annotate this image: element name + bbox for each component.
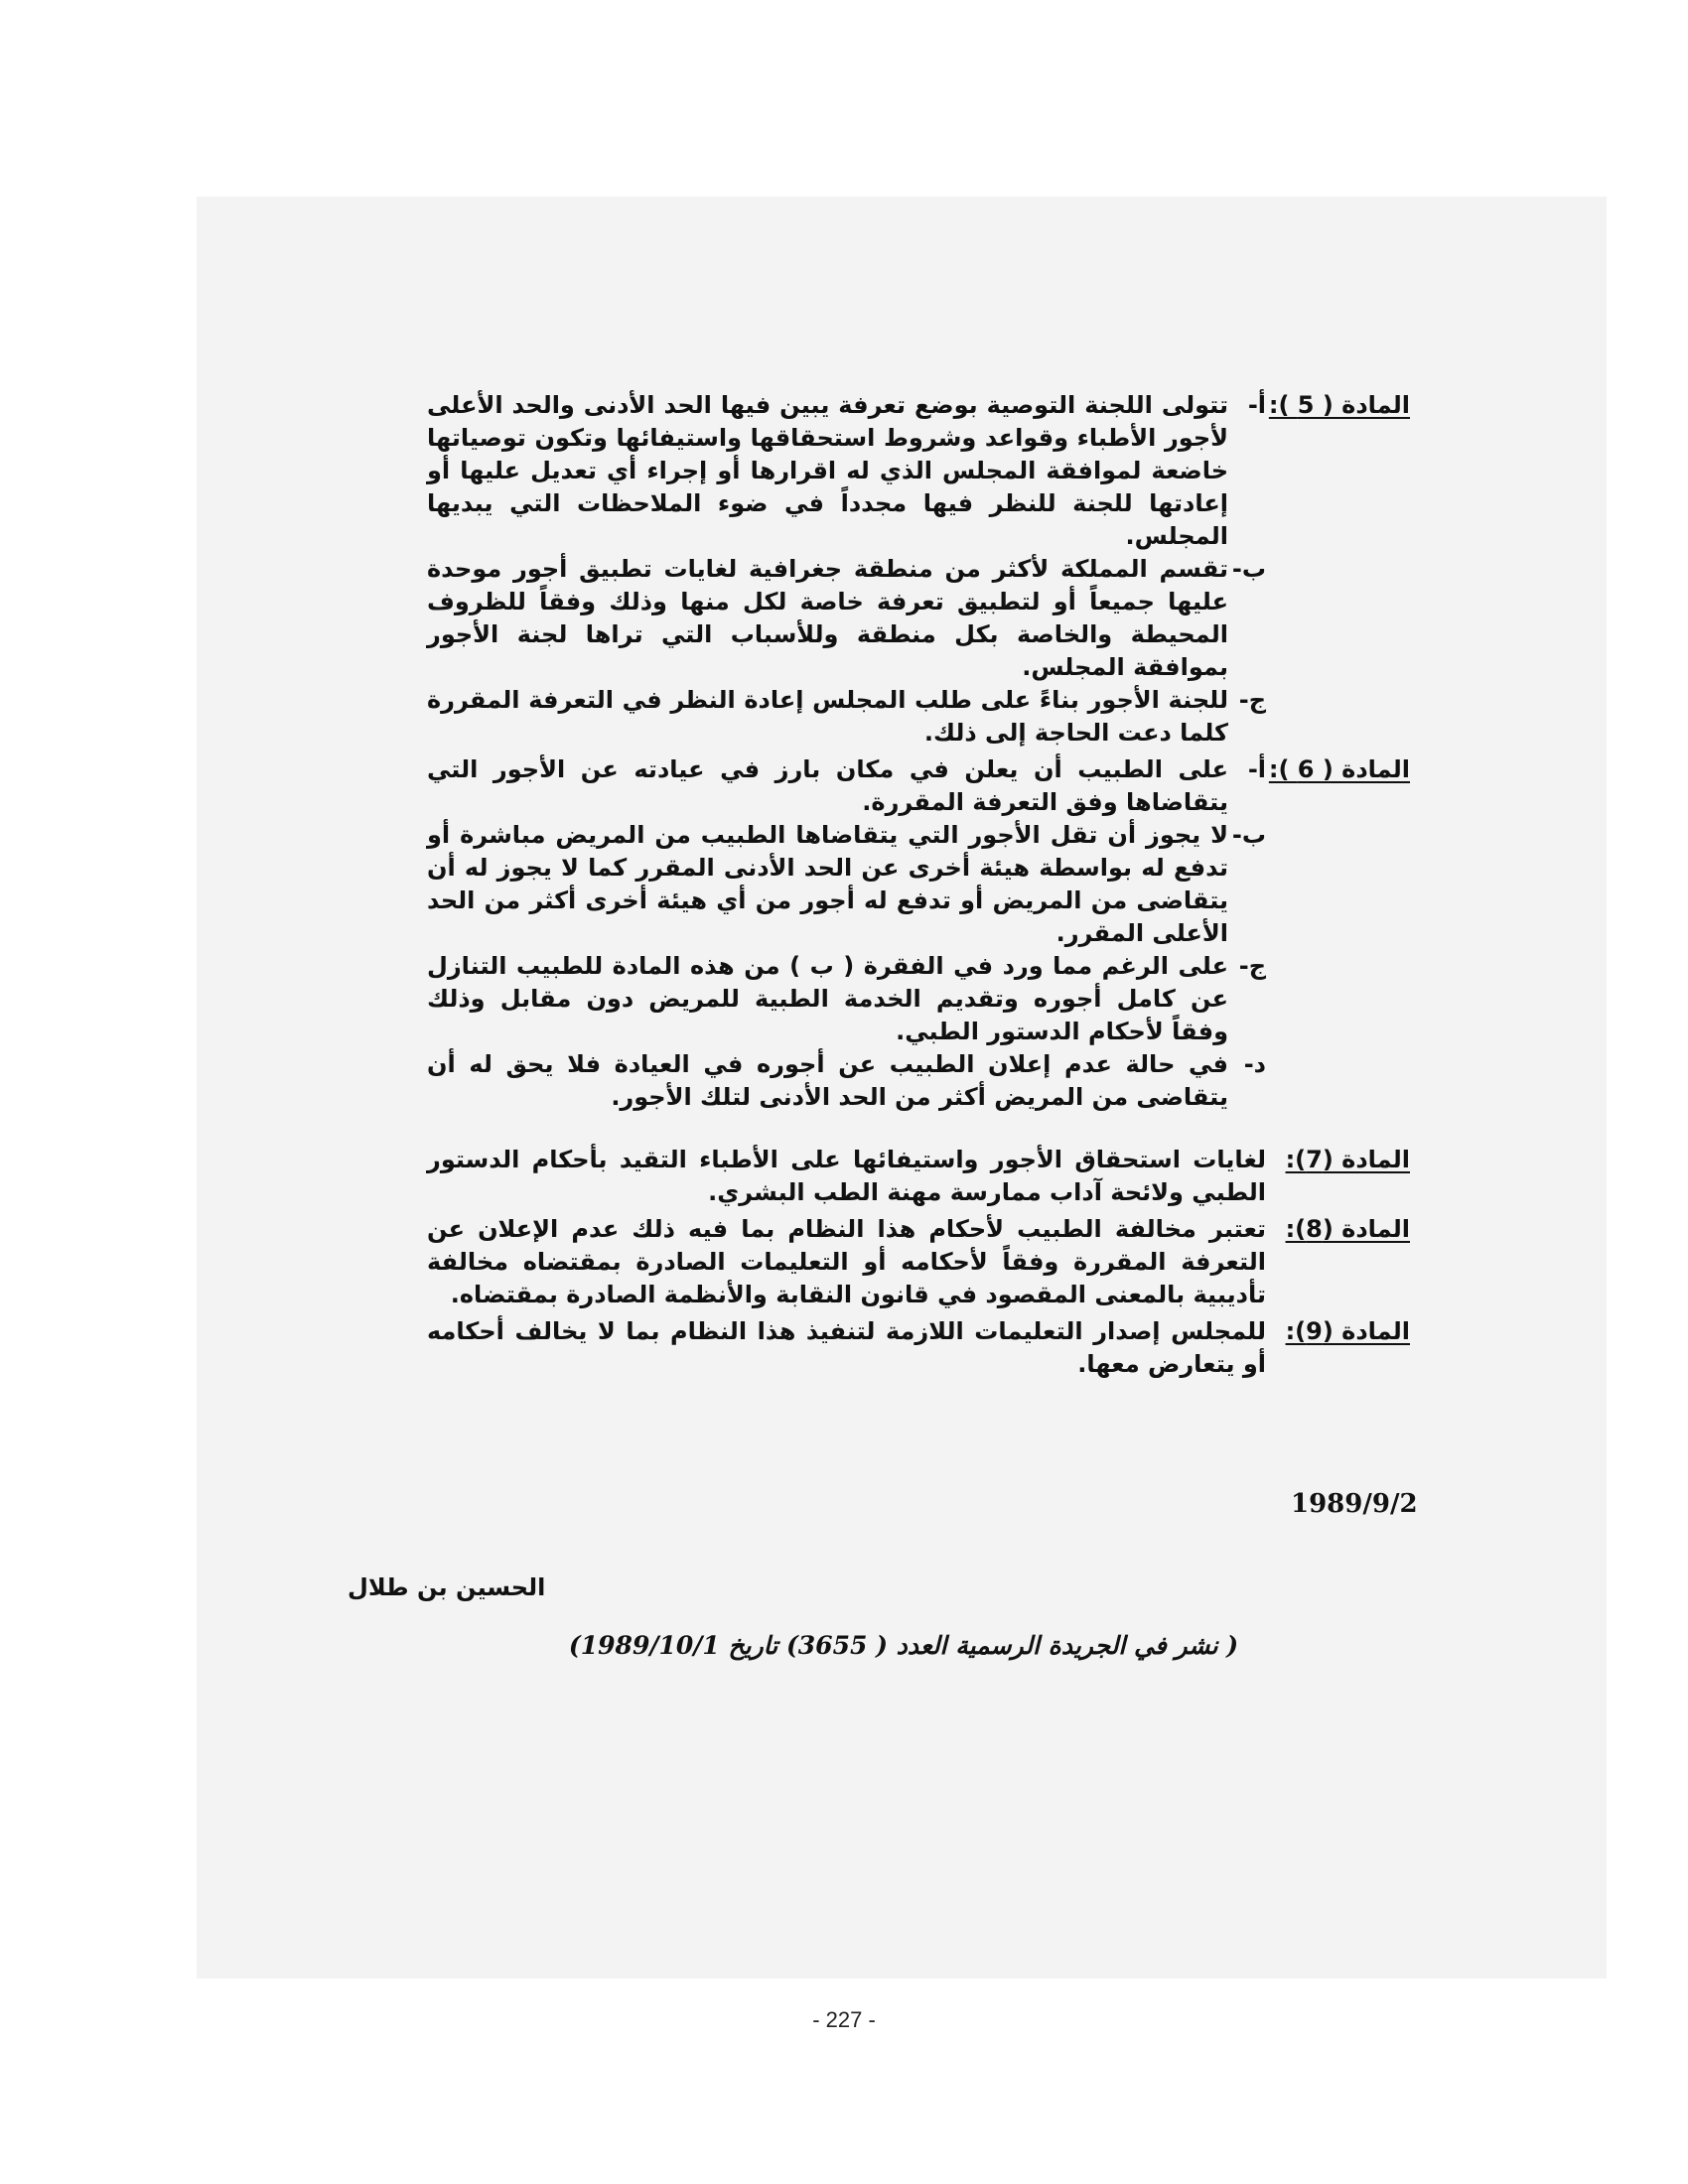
paragraph-text: للمجلس إصدار التعليمات اللازمة لتنفيذ هذا النظام بما لا يخالف أحكامه أو يتعارض معها.	[427, 1317, 1266, 1378]
paragraph-text: تعتبر مخالفة الطبيب لأحكام هذا النظام بما فيه ذلك عدم الإعلان عن التعرفة المقررة وفقاً لأحكامه أو التعليمات الصادرة بمقتضاه مخالفة تأديبية بالمعنى المقصود في قانون النقابة والأنظمة الصادرة بمقتضاه.	[427, 1215, 1266, 1308]
paragraph-marker: أ-	[1247, 391, 1266, 419]
article-body	[427, 1315, 1266, 1381]
article-label: المادة ( 5 ):	[1268, 391, 1410, 419]
paragraph	[427, 389, 1266, 553]
paragraph	[427, 819, 1266, 950]
signature: الحسين بن طلال	[348, 1573, 546, 1601]
paragraph	[427, 1144, 1266, 1209]
paragraph-text: تتولى اللجنة التوصية بوضع تعرفة يبين فيها الحد الأدنى والحد الأعلى لأجور الأطباء وقواعد وشروط استحقاقها واستيفائها وتكون توصياتها خاضعة لموافقة المجلس الذي له اقرارها أو إجراء أي تعديل عليها أو إعادتها للجنة للنظر فيها مجدداً في ضوء الملاحظات التي يبديها المجلس.	[427, 391, 1228, 550]
article-6	[427, 753, 1410, 1114]
article-body	[427, 1144, 1266, 1209]
paragraph-marker: ب-	[1231, 821, 1266, 849]
article-7	[427, 1144, 1410, 1209]
document-body	[427, 389, 1410, 1385]
gazette-note: ( نشر في الجريدة الرسمية العدد ( 3655) تاريخ 1989/10/1)	[568, 1631, 1239, 1660]
paragraph-text: لا يجوز أن تقل الأجور التي يتقاضاها الطبيب من المريض مباشرة أو تدفع له بواسطة هيئة أخرى عن الحد الأدنى المقرر كما لا يجوز له أن يتقاضى من المريض أو تدفع له أجور من أي هيئة أخرى أكثر من الحد الأعلى المقرر.	[427, 821, 1228, 947]
paragraph-text: على الطبيب أن يعلن في مكان بارز في عيادته عن الأجور التي يتقاضاها وفق التعرفة المقررة.	[427, 755, 1228, 816]
paragraph-marker: ج-	[1238, 686, 1266, 714]
article-label: المادة (7):	[1285, 1146, 1410, 1173]
paragraph	[427, 684, 1266, 750]
paragraph	[427, 553, 1266, 684]
paragraph-text: للجنة الأجور بناءً على طلب المجلس إعادة النظر في التعرفة المقررة كلما دعت الحاجة إلى ذلك.	[427, 686, 1228, 747]
article-label: المادة (8):	[1285, 1215, 1410, 1243]
article-body	[427, 389, 1266, 750]
article-label: المادة ( 6 ):	[1268, 755, 1410, 783]
paragraph-text: في حالة عدم إعلان الطبيب عن أجوره في العيادة فلا يحق له أن يتقاضى من المريض أكثر من الحد الأدنى لتلك الأجور.	[427, 1050, 1228, 1111]
article-body	[427, 1213, 1266, 1311]
paragraph-marker: ج-	[1238, 952, 1266, 980]
paragraph	[427, 1048, 1266, 1114]
page-number: - 227 -	[812, 2007, 876, 2032]
paragraph-marker: د-	[1243, 1050, 1266, 1078]
paragraph	[427, 1213, 1266, 1311]
article-body	[427, 753, 1266, 1114]
article-5	[427, 389, 1410, 750]
paragraph-marker: أ-	[1247, 755, 1266, 783]
paragraph	[427, 753, 1266, 819]
paragraph-text: على الرغم مما ورد في الفقرة ( ب ) من هذه المادة للطبيب التنازل عن كامل أجوره وتقديم الخدمة الطبية للمريض دون مقابل وذلك وفقاً لأحكام الدستور الطبي.	[427, 952, 1228, 1045]
article-label: المادة (9):	[1285, 1317, 1410, 1345]
document-date: 1989/9/2	[1291, 1489, 1418, 1519]
article-9	[427, 1315, 1410, 1381]
paragraph-text: تقسم المملكة لأكثر من منطقة جغرافية لغايات تطبيق أجور موحدة عليها جميعاً أو لتطبيق تعرفة خاصة لكل منها وذلك وفقاً للظروف المحيطة والخاصة بكل منطقة وللأسباب التي تراها لجنة الأجور بموافقة المجلس.	[427, 555, 1228, 681]
paragraph-marker: ب-	[1231, 555, 1266, 583]
paragraph-text: لغايات استحقاق الأجور واستيفائها على الأطباء التقيد بأحكام الدستور الطبي ولائحة آداب ممارسة مهنة الطب البشري.	[427, 1146, 1266, 1206]
paragraph	[427, 1315, 1266, 1381]
paragraph	[427, 950, 1266, 1048]
article-8	[427, 1213, 1410, 1311]
